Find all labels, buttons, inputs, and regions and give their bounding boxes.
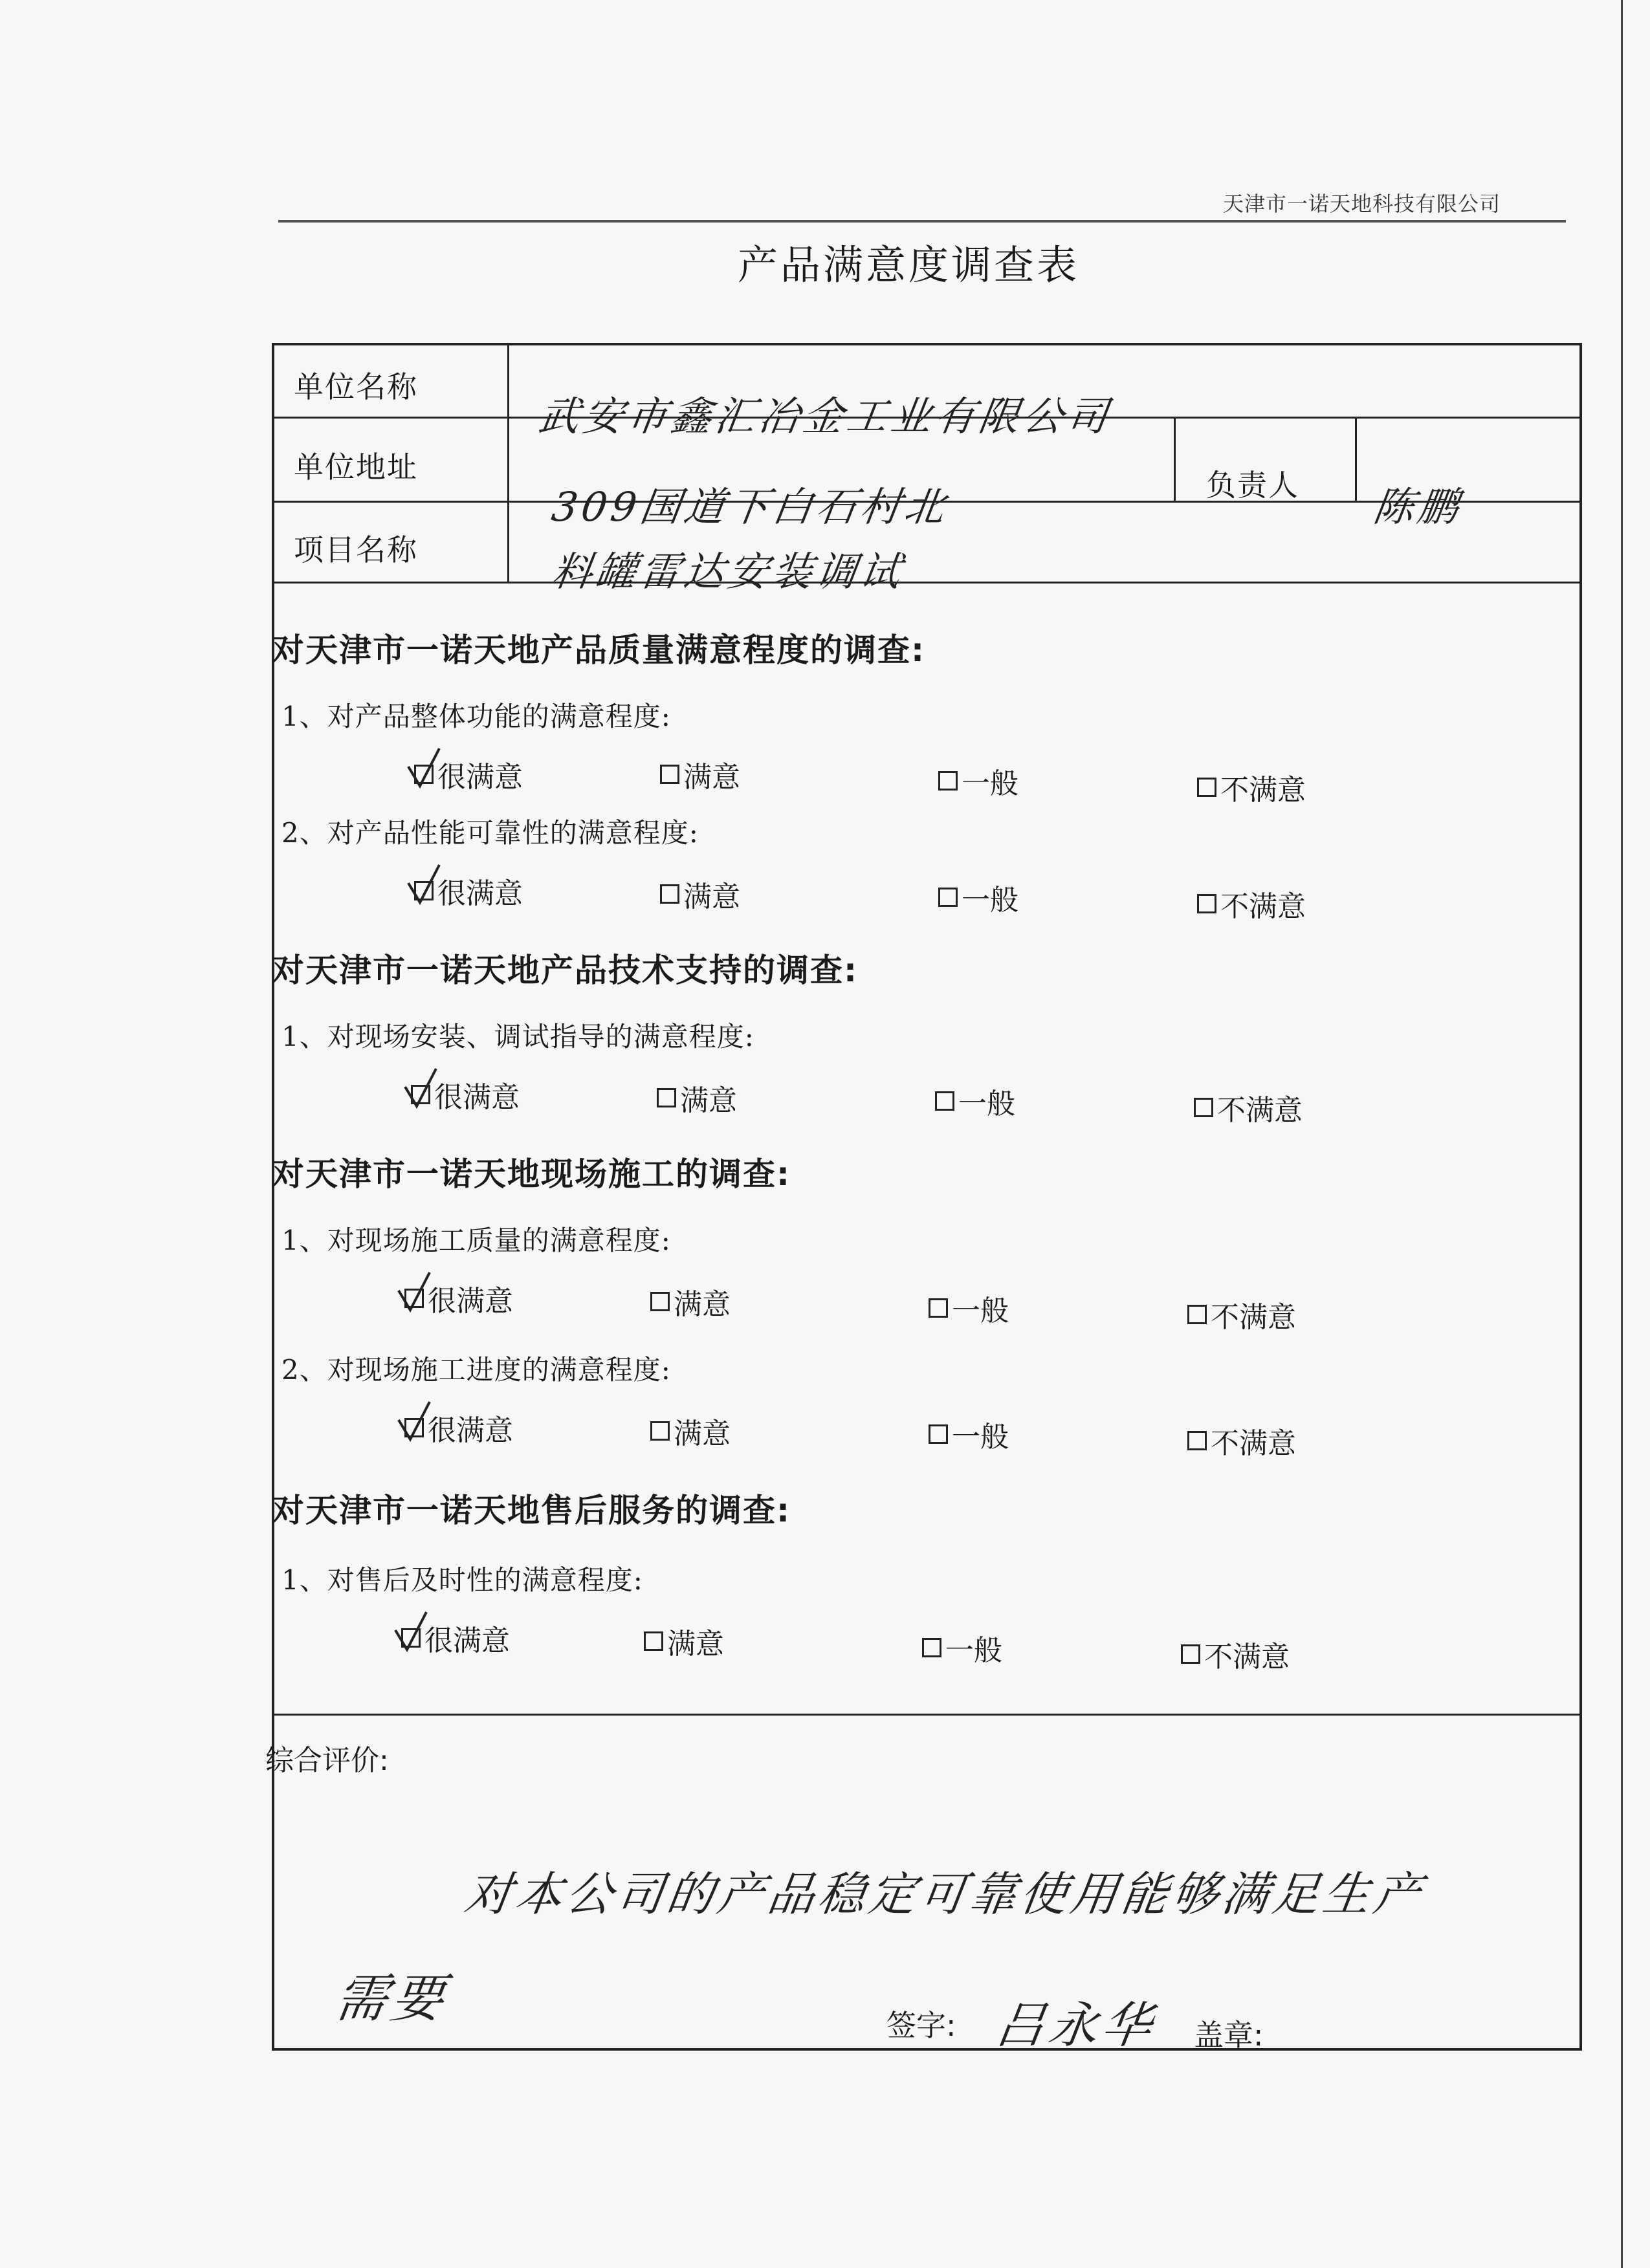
checkbox-checked[interactable] bbox=[404, 1418, 424, 1437]
option-unsatisfied[interactable] bbox=[1197, 767, 1306, 808]
option-average[interactable] bbox=[929, 1287, 1009, 1329]
checkbox[interactable] bbox=[938, 888, 958, 907]
checkbox[interactable] bbox=[650, 1292, 670, 1311]
section-title: 对天津市一诺天地产品质量满意程度的调查: bbox=[272, 631, 925, 669]
option-label: 不满意 bbox=[1204, 1641, 1290, 1674]
option-label: 一般 bbox=[952, 1421, 1009, 1454]
company-header: 天津市一诺天地科技有限公司 bbox=[1223, 191, 1501, 216]
option-satisfied[interactable] bbox=[644, 1620, 724, 1662]
option-very-satisfied[interactable] bbox=[404, 1278, 513, 1319]
option-label: 很满意 bbox=[434, 1081, 520, 1114]
option-average[interactable] bbox=[935, 1080, 1015, 1122]
option-label: 满意 bbox=[674, 1417, 731, 1450]
checkbox[interactable] bbox=[1194, 1098, 1213, 1117]
option-label: 满意 bbox=[683, 761, 740, 794]
option-label: 满意 bbox=[674, 1288, 731, 1321]
row-divider bbox=[274, 1714, 1579, 1716]
question: 1、对现场安装、调试指导的满意程度: bbox=[281, 1021, 754, 1052]
comment-label: 综合评价: bbox=[265, 1744, 389, 1777]
checkbox[interactable] bbox=[1187, 1431, 1207, 1450]
signature: 吕永华 bbox=[991, 1996, 1160, 2054]
option-label: 不满意 bbox=[1217, 1094, 1303, 1127]
checkbox[interactable] bbox=[1187, 1305, 1207, 1324]
option-label: 满意 bbox=[683, 880, 740, 913]
page-title: 产品满意度调查表 bbox=[738, 241, 1080, 289]
question: 1、对现场施工质量的满意程度: bbox=[281, 1225, 671, 1256]
checkbox[interactable] bbox=[1197, 894, 1216, 913]
option-very-satisfied[interactable] bbox=[404, 1407, 513, 1448]
option-label: 很满意 bbox=[437, 877, 523, 910]
checkbox-checked[interactable] bbox=[414, 881, 434, 900]
option-satisfied[interactable] bbox=[657, 1077, 737, 1118]
scan-edge bbox=[1621, 0, 1623, 2268]
question: 1、对售后及时性的满意程度: bbox=[281, 1564, 643, 1596]
checkmark-icon bbox=[407, 747, 446, 792]
column-divider bbox=[1174, 417, 1176, 501]
unit-name-value: 武安市鑫汇冶金工业有限公司 bbox=[536, 393, 1115, 440]
option-label: 不满意 bbox=[1211, 1427, 1296, 1460]
checkbox-checked[interactable] bbox=[404, 1289, 424, 1308]
option-satisfied[interactable] bbox=[650, 1410, 731, 1452]
checkmark-icon bbox=[397, 1271, 436, 1316]
unit-address-label: 单位地址 bbox=[294, 450, 418, 485]
header-divider bbox=[278, 220, 1566, 223]
option-label: 很满意 bbox=[428, 1414, 513, 1447]
option-very-satisfied[interactable] bbox=[411, 1074, 520, 1115]
project-label: 项目名称 bbox=[294, 532, 418, 567]
project-value: 料罐雷达安装调试 bbox=[549, 548, 908, 595]
option-label: 一般 bbox=[952, 1294, 1009, 1327]
row-divider bbox=[274, 582, 1579, 583]
option-label: 不满意 bbox=[1220, 774, 1306, 807]
option-label: 一般 bbox=[962, 767, 1018, 800]
checkbox[interactable] bbox=[938, 771, 958, 791]
checkmark-icon bbox=[397, 1401, 436, 1446]
option-very-satisfied[interactable] bbox=[401, 1617, 510, 1659]
unit-name-label: 单位名称 bbox=[294, 369, 418, 404]
comment-text-line2: 需要 bbox=[331, 1968, 452, 2029]
option-average[interactable] bbox=[922, 1627, 1002, 1668]
option-unsatisfied[interactable] bbox=[1187, 1294, 1296, 1335]
checkbox-checked[interactable] bbox=[401, 1628, 421, 1648]
option-average[interactable] bbox=[938, 877, 1018, 918]
checkbox[interactable] bbox=[1181, 1644, 1200, 1664]
option-label: 一般 bbox=[958, 1087, 1015, 1120]
option-unsatisfied[interactable] bbox=[1197, 883, 1306, 924]
option-label: 很满意 bbox=[424, 1624, 510, 1657]
option-average[interactable] bbox=[929, 1413, 1009, 1455]
checkmark-icon bbox=[407, 864, 446, 909]
option-label: 一般 bbox=[945, 1634, 1002, 1667]
checkbox[interactable] bbox=[660, 884, 679, 904]
person-label: 负责人 bbox=[1206, 468, 1299, 503]
option-label: 满意 bbox=[680, 1084, 737, 1117]
survey-form bbox=[272, 343, 1582, 2051]
person-value: 陈鹏 bbox=[1370, 483, 1466, 530]
checkbox[interactable] bbox=[929, 1298, 948, 1318]
comment-text-line1: 对本公司的产品稳定可靠使用能够满足生产 bbox=[461, 1867, 1429, 1921]
option-label: 满意 bbox=[667, 1628, 724, 1661]
sign-label: 签字: bbox=[886, 2008, 956, 2043]
checkbox[interactable] bbox=[929, 1424, 948, 1444]
column-divider bbox=[1355, 417, 1357, 501]
checkbox[interactable] bbox=[644, 1631, 663, 1651]
option-satisfied[interactable] bbox=[650, 1281, 731, 1322]
option-label: 不满意 bbox=[1220, 890, 1306, 923]
option-unsatisfied[interactable] bbox=[1187, 1420, 1296, 1461]
section-title: 对天津市一诺天地现场施工的调查: bbox=[272, 1155, 791, 1193]
checkbox-checked[interactable] bbox=[411, 1085, 430, 1104]
question: 1、对产品整体功能的满意程度: bbox=[281, 701, 671, 732]
checkmark-icon bbox=[404, 1067, 443, 1113]
checkbox[interactable] bbox=[660, 765, 679, 784]
option-satisfied[interactable] bbox=[660, 873, 740, 915]
option-label: 一般 bbox=[962, 884, 1018, 917]
checkbox[interactable] bbox=[1197, 778, 1216, 797]
checkbox[interactable] bbox=[922, 1638, 941, 1657]
checkbox-checked[interactable] bbox=[414, 765, 434, 784]
option-label: 很满意 bbox=[437, 761, 523, 794]
checkbox[interactable] bbox=[935, 1091, 954, 1111]
option-unsatisfied[interactable] bbox=[1181, 1633, 1290, 1675]
option-label: 很满意 bbox=[428, 1285, 513, 1318]
option-label: 不满意 bbox=[1211, 1301, 1296, 1334]
section-title: 对天津市一诺天地售后服务的调查: bbox=[272, 1492, 791, 1529]
section-title: 对天津市一诺天地产品技术支持的调查: bbox=[272, 952, 858, 989]
checkmark-icon bbox=[394, 1611, 433, 1656]
question: 2、对现场施工进度的满意程度: bbox=[281, 1354, 671, 1386]
option-unsatisfied[interactable] bbox=[1194, 1087, 1303, 1128]
option-very-satisfied[interactable] bbox=[414, 754, 523, 795]
option-average[interactable] bbox=[938, 760, 1018, 801]
option-very-satisfied[interactable] bbox=[414, 870, 523, 911]
unit-address-value: 309国道下白石村北 bbox=[549, 483, 952, 530]
checkbox[interactable] bbox=[657, 1088, 676, 1107]
option-satisfied[interactable] bbox=[660, 754, 740, 795]
question: 2、对产品性能可靠性的满意程度: bbox=[281, 817, 699, 849]
column-divider bbox=[507, 345, 509, 582]
seal-label: 盖章: bbox=[1194, 2018, 1264, 2053]
checkbox[interactable] bbox=[650, 1421, 670, 1441]
